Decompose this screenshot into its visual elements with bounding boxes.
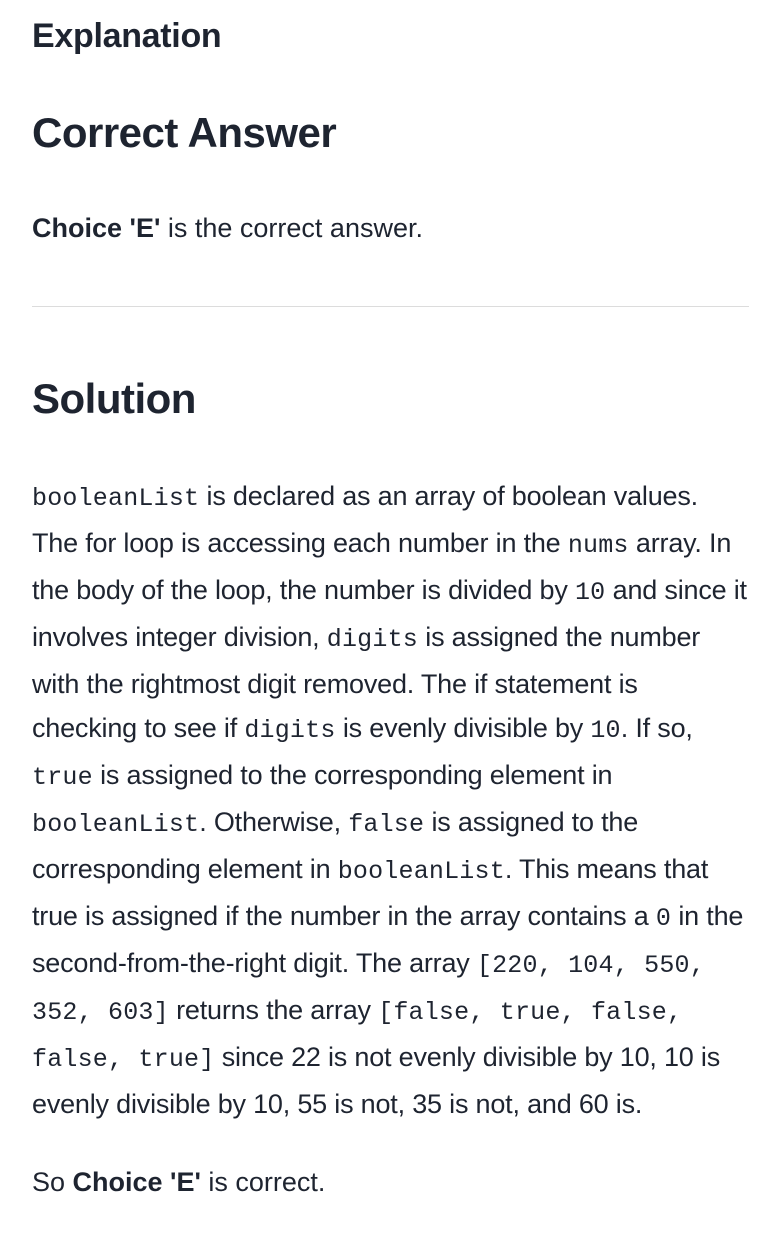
text-span: is assigned to the corresponding element in [32, 807, 639, 884]
correct-answer-heading: Correct Answer [32, 109, 337, 156]
closing-choice-label: Choice 'E' [72, 1167, 201, 1197]
code-span: digits [244, 716, 336, 745]
code-span: false [348, 810, 425, 839]
code-span: digits [326, 625, 418, 654]
code-span: 10 [574, 578, 606, 607]
code-span: booleanList [32, 484, 200, 513]
text-span: array. In the body of the loop, the number is divided by [32, 528, 732, 605]
text-span: is assigned the number with the rightmost digit removed. The if statement is checking to see if [32, 622, 701, 743]
code-span: booleanList [32, 810, 200, 839]
code-span: nums [567, 531, 629, 560]
text-span: . This means that true is assigned if the number in the array contains a [32, 854, 709, 931]
text-span: is evenly divisible by [335, 713, 591, 743]
text-span: returns the array [168, 995, 379, 1025]
text-span: in the second-from-the-right digit. The array [32, 901, 744, 978]
solution-text [32, 474, 748, 1126]
text-span: since 22 is not evenly divisible by 10, 10 is evenly divisible by 10, 55 is not, 35 is not, and 60 is. [32, 1042, 721, 1119]
code-span: [false, true, false, false, true] [32, 998, 683, 1074]
closing-prefix: So [32, 1167, 73, 1197]
solution-heading: Solution [32, 375, 196, 422]
code-span: true [32, 763, 93, 792]
code-span: booleanList [337, 857, 505, 886]
text-span: . Otherwise, [199, 807, 349, 837]
correct-choice-label: Choice 'E' [32, 213, 161, 243]
code-span: 10 [590, 716, 621, 745]
code-span: 0 [655, 904, 672, 933]
text-span: is declared as an array of boolean values. The for loop is accessing each number in the [32, 481, 698, 558]
closing-statement [32, 1162, 325, 1202]
text-span: and since it involves integer division, [32, 575, 747, 652]
correct-answer-statement [32, 208, 423, 248]
code-span: [220, 104, 550, 352, 603] [32, 951, 705, 1027]
text-span: is assigned to the corresponding element in [92, 760, 613, 790]
explanation-heading: Explanation [32, 17, 222, 55]
closing-suffix: is correct. [200, 1167, 326, 1197]
text-span: . If so, [620, 713, 693, 743]
section-divider [32, 306, 749, 307]
correct-answer-suffix: is the correct answer. [160, 213, 423, 243]
